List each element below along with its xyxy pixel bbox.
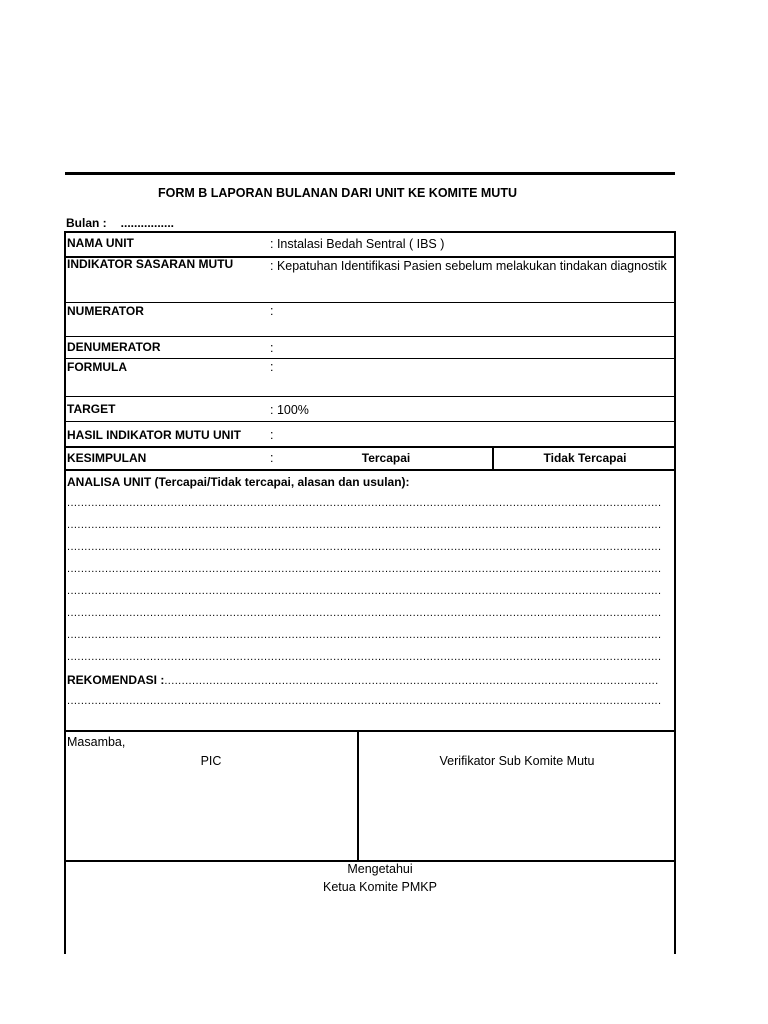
formula-label: FORMULA [67, 360, 127, 374]
kesimpulan-divider [492, 446, 494, 469]
nama-unit-label: NAMA UNIT [67, 236, 134, 250]
nama-unit-value: : Instalasi Bedah Sentral ( IBS ) [270, 237, 445, 251]
kesimpulan-label: KESIMPULAN [67, 451, 147, 465]
kesimpulan-colon: : [270, 451, 274, 465]
analisa-line: ............................................................................................................................................................................ [67, 585, 662, 597]
rekomendasi-row [67, 673, 665, 687]
analisa-line: ............................................................................................................................................................................ [67, 541, 662, 553]
info-table [64, 231, 676, 471]
bulan-label: Bulan : [66, 216, 107, 230]
analisa-line: ............................................................................................................................................................................ [67, 519, 662, 531]
signature-divider [357, 732, 359, 860]
row-kesimpulan [66, 448, 674, 469]
formula-value: : [270, 360, 274, 374]
rekomendasi-label: REKOMENDASI : [67, 673, 165, 687]
signature-place: Masamba, [67, 735, 126, 749]
kesimpulan-tercapai: Tercapai [361, 451, 411, 465]
kesimpulan-tidak-tercapai: Tidak Tercapai [543, 451, 627, 465]
rekomendasi-dots: ............................................................................................................................................... [164, 675, 659, 687]
hasil-label: HASIL INDIKATOR MUTU UNIT [67, 428, 241, 442]
mengetahui-section [64, 860, 676, 954]
indikator-value: : Kepatuhan Identifikasi Pasien sebelum melakukan tindakan diagnostik [270, 259, 667, 273]
row-hasil [66, 422, 674, 448]
analisa-line: ............................................................................................................................................................................ [67, 629, 662, 641]
denumerator-label: DENUMERATOR [67, 340, 161, 354]
rekomendasi-line: ............................................................................................................................................................................ [67, 695, 662, 707]
row-indikator [66, 257, 674, 303]
form-title: FORM B LAPORAN BULANAN DARI UNIT KE KOMITE MUTU [157, 186, 517, 200]
target-label: TARGET [67, 402, 116, 416]
analisa-section [64, 469, 676, 732]
signature-section [64, 730, 676, 862]
row-numerator [66, 303, 674, 337]
bulan-field [66, 216, 174, 230]
analisa-line: ............................................................................................................................................................................ [67, 497, 662, 509]
signature-pic: PIC [200, 754, 222, 768]
analisa-line: ............................................................................................................................................................................ [67, 563, 662, 575]
mengetahui-label: Mengetahui [347, 862, 413, 876]
indikator-label: INDIKATOR SASARAN MUTU [67, 257, 234, 271]
row-target [66, 397, 674, 422]
denumerator-value: : [270, 341, 274, 355]
analisa-label: ANALISA UNIT (Tercapai/Tidak tercapai, alasan dan usulan): [67, 475, 410, 489]
hasil-value: : [270, 428, 274, 442]
bulan-value: ................ [120, 216, 175, 230]
analisa-line: ............................................................................................................................................................................ [67, 607, 662, 619]
target-value: : 100% [270, 403, 309, 417]
analisa-line: ............................................................................................................................................................................ [67, 651, 662, 663]
numerator-value: : [270, 304, 274, 318]
signature-verifikator: Verifikator Sub Komite Mutu [439, 754, 595, 768]
ketua-label: Ketua Komite PMKP [323, 880, 437, 894]
row-formula [66, 359, 674, 397]
top-rule [65, 172, 675, 175]
numerator-label: NUMERATOR [67, 304, 144, 318]
